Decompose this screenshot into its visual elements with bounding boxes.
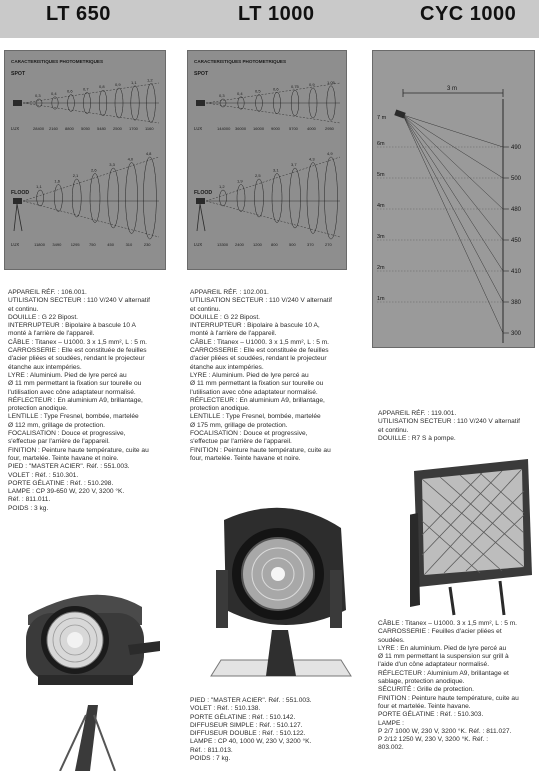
- lt650-spot-diameter: 0,7: [83, 86, 89, 92]
- lt1000-spot-lux-value: 36000: [235, 126, 247, 131]
- lt650-spot-lux-value: 28400: [33, 126, 45, 131]
- cyc1000-spec-line: l'aide d'un cône adaptateur normalisé.: [378, 661, 490, 669]
- lt650-flood-diameter: 4,0: [127, 156, 134, 162]
- lt1000-spot-lux-value: 4000: [307, 126, 316, 131]
- lt650-flood-lux-value: 3490: [52, 242, 62, 247]
- lt650-flood-lux-value: 1295: [70, 242, 80, 247]
- lt1000-spot-diameter: 1,05: [327, 79, 335, 85]
- lt650-flood-lamp-icon: [13, 198, 22, 204]
- width-label: 3 m: [447, 86, 458, 92]
- lt650-flood-lux-value: 230: [143, 242, 151, 247]
- cyc1000-spec-line: UTILISATION SECTEUR : 110 V/240 V alternatif: [378, 418, 520, 426]
- lt650-spec-line: DOUILLE : G 22 Bipost.: [8, 313, 78, 321]
- lt650-spot-diameter: 1,2: [147, 77, 153, 83]
- lt1000-flood-ellipse: [307, 163, 319, 234]
- lt650-flood-ellipse: [72, 179, 81, 217]
- lt650-spot-lux-value: 5050: [81, 126, 90, 131]
- lt1000-spec-line: d'acier pliées et soudées, rendant le projecteur: [190, 355, 327, 363]
- cyc-light-ray: [403, 115, 503, 209]
- lt1000-flood-lux-value: 500: [289, 242, 296, 247]
- cyc-lux-value: 380: [511, 300, 522, 306]
- cyc1000-spec-line: APPAREIL RÉF. : 119.001.: [378, 410, 457, 417]
- lt1000-spot-diameter: 0,3: [219, 93, 225, 98]
- lt1000-photometric-panel: [187, 50, 347, 270]
- lt650-flood-ellipse: [90, 174, 100, 223]
- lt650-spot-lux-label: LUX: [11, 126, 20, 131]
- lt1000-spotlight-photo: [196, 500, 366, 690]
- lt650-spot-diameter: 0,4: [51, 90, 57, 96]
- lt1000-spec-line: protection anodique.: [190, 405, 250, 413]
- lt650-flood-lux-value: 750: [89, 242, 96, 247]
- lt650-spot-label: SPOT: [11, 71, 26, 77]
- lt650-spot-diameter: 0,6: [67, 88, 73, 94]
- lt650-spot-lux-value: 2160: [49, 126, 58, 131]
- lt1000-spec-line: s'effectue par l'arrière de l'appareil.: [190, 438, 292, 446]
- lt650-spec-line: PIED : "MASTER ACIER". Réf. : 551.003.: [8, 463, 130, 471]
- lt1000-spec-line: INTERRUPTEUR : Bipolaire à bascule 10 A,: [190, 322, 320, 330]
- lt1000-spot-diameter: 0,9: [309, 82, 315, 87]
- lt1000-spec-line: LENTILLE : Type Fresnel, bombée, martelée: [190, 413, 321, 421]
- cyc-height-label: 5m: [377, 172, 385, 178]
- lt1000-flood-diameter: 4,9: [327, 151, 333, 156]
- lt1000-spec-line: UTILISATION SECTEUR : 110 V/240 V alternatif: [190, 297, 332, 305]
- lt1000-spot-lux-value: 2950: [325, 126, 334, 131]
- lt1000-flood-beam-lower: [206, 201, 340, 237]
- cyc1000-spec-line: LAMPE :: [378, 719, 405, 727]
- cyc1000-lighting-panel: [372, 50, 535, 348]
- lt650-spec-line: d'acier pliées et soudées, rendant le projecteur: [8, 355, 145, 363]
- lt1000-flood-ellipse: [255, 179, 264, 217]
- lt1000-spec-line: étanche aux intempéries.: [190, 363, 264, 371]
- title-cyc1000: CYC 1000: [420, 3, 517, 25]
- cyc-light-ray: [403, 115, 503, 240]
- lt1000-accessories: [190, 697, 368, 763]
- lt1000-accessory-line: DIFFUSEUR SIMPLE : Réf. : 510.127.: [190, 721, 303, 729]
- lt650-flood-lux-value: 310: [125, 242, 133, 247]
- lt1000-chart-title: CARACTERISTIQUES PHOTOMETRIQUES: [194, 59, 287, 64]
- lt1000-spot-diameter: 0,4: [237, 90, 243, 96]
- cyc-height-label: 3m: [377, 234, 385, 240]
- lt650-flood-ellipse: [108, 168, 119, 228]
- cyc-height-label: 2m: [377, 265, 385, 271]
- lt1000-spec-line: Ø 11 mm permettant la fixation sur tourelle ou: [190, 380, 324, 388]
- cyc-height-label: 6m: [377, 141, 385, 147]
- lt1000-flood-lux-value: 270: [325, 242, 332, 247]
- cyc-lux-value: 450: [511, 238, 522, 244]
- cyc1000-spec-line: LYRE : En aluminium. Pied de lyre percé au: [378, 644, 507, 652]
- lt1000-specifications: [190, 289, 368, 463]
- lt1000-flood-diameter: 3,7: [291, 162, 297, 167]
- lt1000-flood-ellipse: [290, 168, 301, 228]
- lt650-flood-diameter: 2,1: [72, 173, 79, 178]
- lt650-flood-ellipse: [126, 163, 138, 234]
- lt650-spot-lux-value: 8800: [65, 126, 74, 131]
- lt650-spec-line: protection anodique.: [8, 405, 68, 413]
- lt1000-spec-line: four, martelée. Teinte havane et noire.: [190, 454, 301, 462]
- lt1000-spot-label: SPOT: [194, 71, 209, 77]
- lt1000-spot-diameter: 0,6: [273, 86, 279, 92]
- cyc-height-label: 1m: [377, 296, 385, 302]
- lt650-spec-line: LAMPE : CP 39-650 W, 220 V, 3200 °K.: [8, 488, 125, 496]
- cyc1000-floodlight-photo: [410, 455, 537, 617]
- lt1000-accessory-line: Réf. : 811.013.: [190, 746, 233, 754]
- lt650-spec-line: l'utilisation avec cône adaptateur normalisé.: [8, 388, 136, 396]
- lt650-spot-lux-value: 5480: [97, 126, 106, 131]
- lt650-flood-diameter: 3,3: [109, 162, 115, 167]
- lt650-flood-diameter: 1,1: [36, 184, 42, 189]
- cyc1000-spec-line: FINITION : Peinture haute température, cuite au: [378, 694, 519, 702]
- lt1000-spec-line: l'utilisation avec cône adaptateur normalisé.: [190, 388, 318, 396]
- lt650-spec-line: étanche aux intempéries.: [8, 363, 82, 371]
- cyc-light-ray: [403, 115, 503, 302]
- cyc-lux-value: 480: [511, 207, 522, 213]
- lt1000-flood-label: FLOOD: [194, 190, 213, 196]
- lt650-spot-diameter: 0,3: [35, 93, 41, 98]
- cyc-light-ray: [403, 115, 503, 178]
- lt650-specifications: [8, 289, 183, 513]
- lt1000-spec-line: APPAREIL RÉF. : 102.001.: [190, 289, 269, 296]
- lt650-spec-line: PORTE GÉLATINE : Réf. : 510.298.: [8, 479, 114, 487]
- lt1000-flood-lux-label: LUX: [194, 242, 203, 247]
- lt650-spec-line: monté à l'arrière de l'appareil.: [8, 330, 95, 338]
- lt1000-spot-diameter: 0,75: [291, 84, 299, 90]
- lt1000-spec-line: monté à l'arrière de l'appareil.: [190, 330, 277, 338]
- lt1000-spec-line: FINITION : Peinture haute température, cuite au: [190, 446, 331, 454]
- lt650-spec-line: FINITION : Peinture haute température, cuite au: [8, 446, 149, 454]
- lt1000-spot-lux-value: 144000: [217, 126, 231, 131]
- cyc1000-spec-line: SÉCURITÉ : Grille de protection.: [378, 686, 475, 694]
- cyc-lux-value: 500: [511, 176, 522, 182]
- cyc1000-spec-line: soudées.: [378, 636, 405, 644]
- cyc1000-spec-line: CÂBLE : Titanex – U1000. 3 x 1,5 mm², L : 5 m.: [378, 620, 518, 627]
- cyc1000-spec-line: PORTE GÉLATINE : Réf. : 510.303.: [378, 711, 484, 719]
- cyc1000-spec-line: DOUILLE : R7 S à pompe.: [378, 434, 456, 442]
- lt650-flood-lux-value: 11800: [34, 242, 45, 247]
- lt650-spot-lux-value: 1700: [129, 126, 138, 131]
- lt650-spec-line: et continu.: [8, 305, 39, 313]
- lt650-flood-diameter: 4,8: [145, 151, 152, 156]
- lt1000-accessory-line: PIED : "MASTER ACIER". Réf. : 551.003.: [190, 697, 312, 704]
- lt1000-flood-ellipse: [237, 185, 245, 212]
- lt1000-accessory-line: VOLET : Réf. : 510.138.: [190, 705, 261, 713]
- lt650-spec-line: Ø 11 mm permettant la fixation sur tourelle ou: [8, 380, 142, 388]
- lt650-spot-lux-value: 1160: [145, 126, 154, 131]
- lt650-spot-diameter: 0,8: [99, 84, 105, 90]
- lt1000-accessory-line: DIFFUSEUR DOUBLE : Réf. : 510.122.: [190, 730, 306, 738]
- cyc1000-spec-line: CARROSSERIE : Feuilles d'acier pliées et: [378, 628, 502, 636]
- cyc-height-label: 4m: [377, 203, 385, 209]
- lt1000-flood-diameter: 4,3: [309, 156, 315, 162]
- cyc-lux-value: 490: [511, 145, 522, 151]
- cyc-lux-value: 410: [511, 269, 522, 275]
- lt1000-spot-lux-label: LUX: [194, 126, 203, 131]
- lt650-spot-lux-value: 2500: [113, 126, 122, 131]
- lt650-photometric-diagram: [5, 51, 166, 270]
- cyc1000-specifications-bottom: [378, 620, 538, 753]
- lt1000-spot-beam-lower: [206, 103, 340, 123]
- lt1000-spec-line: CÂBLE : Titanex – U1000. 3 x 1,5 mm², L : 5 m.: [190, 338, 330, 346]
- lt650-spec-line: CÂBLE : Titanex – U1000. 3 x 1,5 mm², L : 5 m.: [8, 338, 148, 346]
- lt650-spec-line: Ø 112 mm, grillage de protection.: [8, 421, 105, 429]
- lt650-flood-diameter: 2,6: [91, 167, 97, 173]
- lt650-spot-diameter: 1,1: [131, 79, 137, 85]
- lt1000-flood-lamp-icon: [196, 198, 205, 204]
- lt1000-spec-line: et continu.: [190, 305, 221, 313]
- title-lt1000: LT 1000: [238, 3, 315, 25]
- lt650-spotlight-photo: [20, 585, 170, 771]
- cyc-lux-value: 300: [511, 331, 522, 337]
- lt650-spec-line: VOLET : Réf. : 510.301.: [8, 471, 79, 479]
- lt650-flood-diameter: 1,6: [54, 178, 60, 184]
- lt1000-flood-lux-value: 800: [271, 242, 278, 247]
- cyc1000-specifications-top: [378, 410, 538, 443]
- lt1000-flood-diameter: 1,9: [237, 178, 243, 184]
- cyc1000-spec-line: P 2/7 1000 W, 230 V, 3200 °K. Réf. : 811.027.: [378, 727, 512, 735]
- lt1000-flood-diameter: 1,2: [219, 184, 225, 189]
- lt1000-spec-line: LYRE : Aluminium. Pied de lyre percé au: [190, 371, 309, 379]
- lt650-spot-diameter: 0,9: [115, 82, 121, 87]
- cyc-light-ray: [403, 115, 503, 271]
- lt1000-spec-line: Ø 175 mm, grillage de protection.: [190, 421, 288, 429]
- lt1000-spec-line: FOCALISATION : Douce et progressive,: [190, 430, 308, 438]
- lt1000-spec-line: RÉFLECTEUR : En aluminium A9, brillantage,: [190, 396, 325, 404]
- lt650-flood-ellipse: [54, 185, 62, 212]
- cyc1000-spec-line: 803.002.: [378, 744, 404, 752]
- lt650-flood-lux-value: 450: [107, 242, 114, 247]
- lt1000-spec-line: DOUILLE : G 22 Bipost.: [190, 313, 260, 321]
- lt650-spec-line: UTILISATION SECTEUR : 110 V/240 V alternatif: [8, 297, 150, 305]
- lt1000-flood-diameter: 2,5: [255, 173, 261, 178]
- cyc1000-spec-line: sablage, protection anodique.: [378, 678, 465, 686]
- lt1000-accessory-line: PORTE GÉLATINE : Réf. : 510.142.: [190, 713, 296, 721]
- lt1000-spot-diameter: 0,5: [255, 88, 261, 94]
- lt650-spec-line: s'effectue par l'arrière de l'appareil.: [8, 438, 110, 446]
- lt1000-flood-lux-value: 1200: [253, 242, 262, 247]
- lt650-flood-label: FLOOD: [11, 190, 30, 196]
- cyc1000-spec-line: Ø 11 mm permettant la suspension sur grill à: [378, 653, 509, 661]
- title-lt650: LT 650: [46, 3, 111, 25]
- lt1000-photometric-diagram: [188, 51, 347, 270]
- lt650-spec-line: POIDS : 3 kg.: [8, 504, 49, 512]
- lt1000-accessory-line: POIDS : 7 kg.: [190, 755, 231, 763]
- lt1000-spot-lux-value: 9000: [271, 126, 280, 131]
- lt650-flood-lux-label: LUX: [11, 242, 20, 247]
- height-label: 7 m: [377, 115, 387, 121]
- lt650-spec-line: LYRE : Aluminium. Pied de lyre percé au: [8, 371, 127, 379]
- lt1000-flood-ellipse: [220, 190, 227, 206]
- lt650-flood-stand-icon: [14, 204, 22, 231]
- header-band: [0, 0, 539, 38]
- lt1000-flood-ellipse: [325, 157, 338, 239]
- lt650-spec-line: FOCALISATION : Douce et progressive,: [8, 430, 126, 438]
- lt1000-accessory-line: LAMPE : CP 40, 1000 W, 230 V, 3200 °K.: [190, 738, 312, 746]
- lt650-photometric-panel: [4, 50, 166, 270]
- lt650-spec-line: CARROSSERIE : Elle est constituée de feuilles: [8, 347, 147, 355]
- cyc1000-spec-line: P 2/12 1250 W, 230 V, 3200 °K. Réf. :: [378, 736, 489, 744]
- cyc1000-spec-line: et continu.: [378, 426, 409, 434]
- lt650-spec-line: APPAREIL RÉF. : 106.001.: [8, 289, 87, 296]
- lt1000-spec-line: CARROSSERIE : Elle est constituée de feuilles: [190, 347, 329, 355]
- lt1000-spot-lux-value: 16000: [253, 126, 265, 131]
- lt1000-flood-lux-value: 2400: [235, 242, 244, 247]
- cyc1000-spec-line: RÉFLECTEUR : Aluminium A9, brillantage et: [378, 669, 509, 677]
- lt1000-flood-diameter: 3,1: [273, 167, 279, 173]
- lt1000-spot-lux-value: 5700: [289, 126, 298, 131]
- cyc1000-spec-line: four et martelée. Teinte havane.: [378, 702, 471, 710]
- lt650-spec-line: RÉFLECTEUR : En aluminium A9, brillantage,: [8, 396, 143, 404]
- lt650-spec-line: INTERRUPTEUR : Bipolaire à bascule 10 A: [8, 322, 136, 330]
- cyc-light-ray: [403, 115, 503, 333]
- lt650-flood-ellipse: [143, 157, 156, 239]
- lt1000-flood-lux-value: 370: [307, 242, 314, 247]
- lt650-chart-title: CARACTERISTIQUES PHOTOMETRIQUES: [11, 59, 104, 64]
- lt650-spot-lamp-icon: [13, 100, 22, 106]
- lt650-flood-beam-lower: [23, 201, 159, 237]
- lt1000-flood-stand-icon: [197, 204, 205, 231]
- lt1000-flood-lux-value: 13300: [217, 242, 229, 247]
- lt1000-flood-ellipse: [272, 174, 282, 223]
- lt650-flood-ellipse: [37, 190, 44, 206]
- lt1000-spot-lamp-icon: [196, 100, 205, 106]
- cyc1000-lighting-diagram: [373, 51, 535, 348]
- lt650-spec-line: four, martelée. Teinte havane et noire.: [8, 454, 119, 462]
- cyc-light-ray: [403, 115, 503, 147]
- lt650-spec-line: LENTILLE : Type Fresnel, bombée, martelée: [8, 413, 139, 421]
- lt650-spec-line: Réf. : 811.011.: [8, 496, 51, 504]
